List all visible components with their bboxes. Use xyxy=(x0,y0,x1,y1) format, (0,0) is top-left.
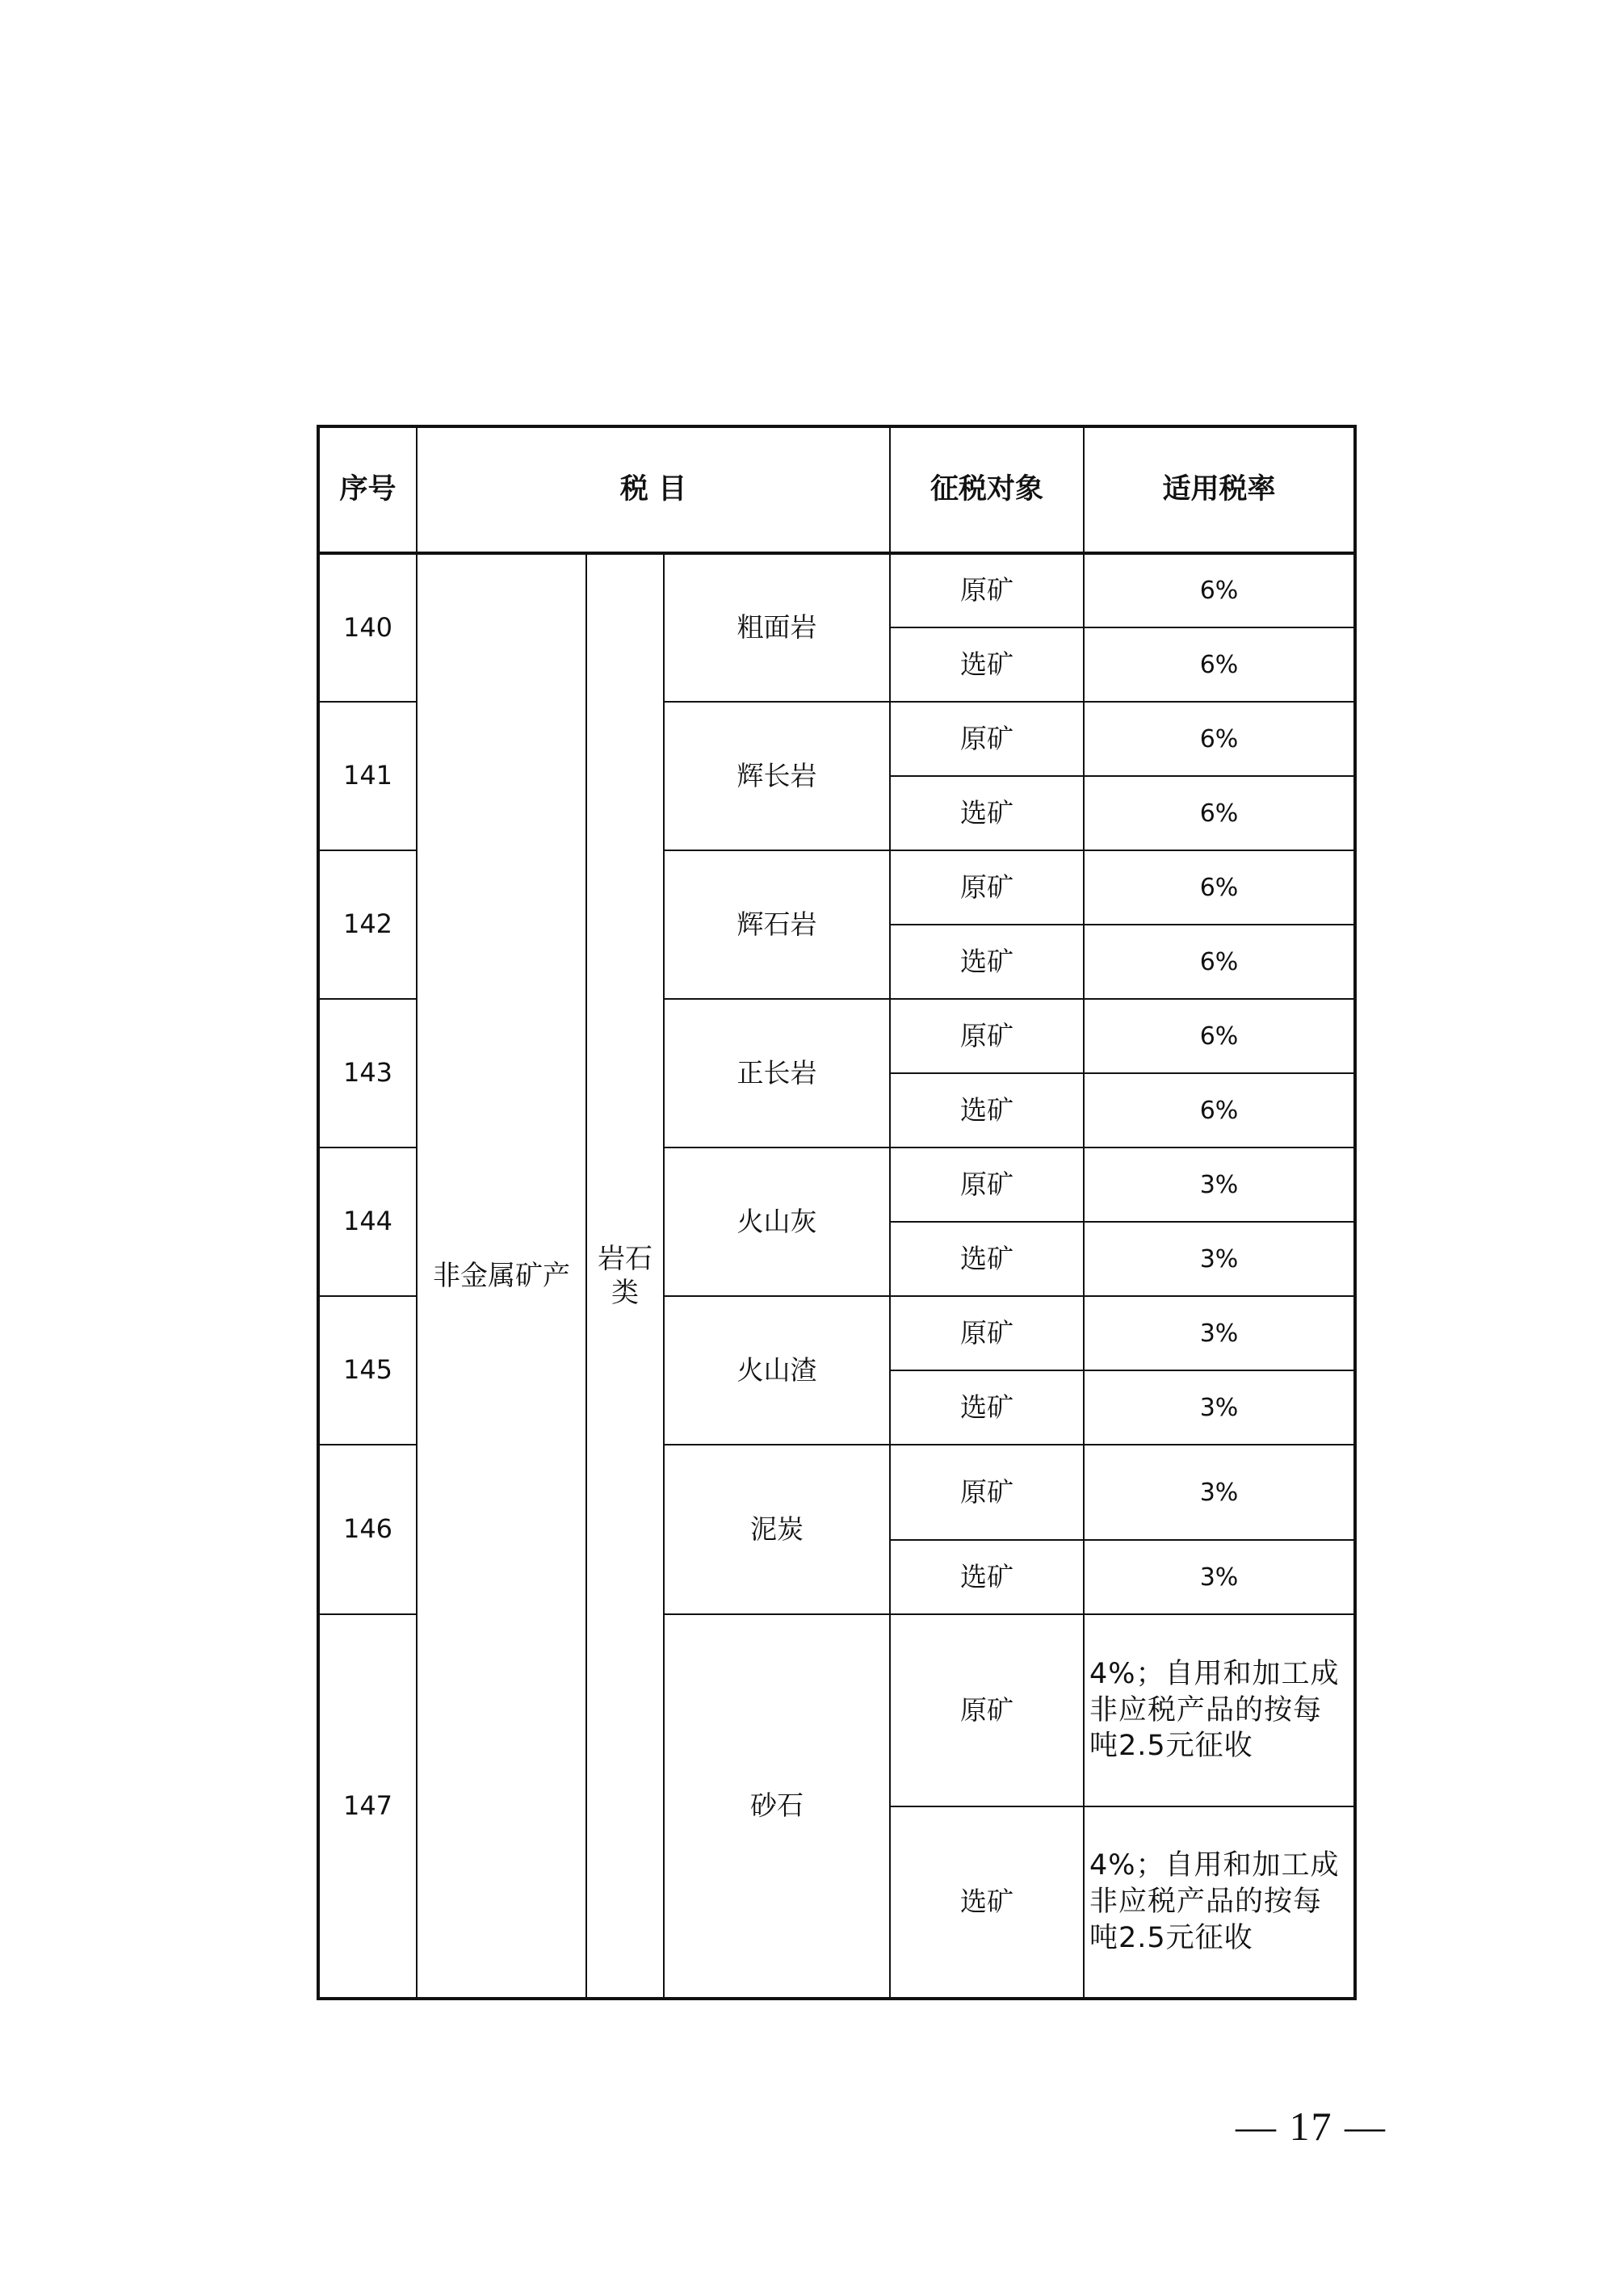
row-rate: 6% xyxy=(1084,702,1355,776)
row-rate: 3% xyxy=(1084,1222,1355,1296)
row-item: 泥炭 xyxy=(664,1445,890,1614)
table-header-row xyxy=(318,426,1355,553)
row-rate: 6% xyxy=(1084,553,1355,627)
tax-rate-table xyxy=(317,425,1357,2000)
header-levy-object: 征税对象 xyxy=(890,426,1084,553)
row-rate: 6% xyxy=(1084,627,1355,702)
header-seq: 序号 xyxy=(318,426,417,553)
row-rate: 3% xyxy=(1084,1370,1355,1445)
row-object: 原矿 xyxy=(890,999,1084,1073)
row-rate: 6% xyxy=(1084,925,1355,999)
category-major: 非金属矿产 xyxy=(417,553,586,1999)
row-object: 原矿 xyxy=(890,1445,1084,1540)
row-rate: 3% xyxy=(1084,1540,1355,1614)
row-item: 火山渣 xyxy=(664,1296,890,1445)
row-object: 选矿 xyxy=(890,776,1084,850)
row-object: 选矿 xyxy=(890,1222,1084,1296)
row-rate: 3% xyxy=(1084,1296,1355,1370)
row-seq: 142 xyxy=(318,850,417,999)
row-seq: 145 xyxy=(318,1296,417,1445)
row-rate: 6% xyxy=(1084,999,1355,1073)
category-minor: 岩石类 xyxy=(586,553,664,1999)
row-object: 原矿 xyxy=(890,1614,1084,1806)
row-rate: 4%；自用和加工成非应税产品的按每吨2.5元征收 xyxy=(1084,1806,1355,1999)
row-object: 选矿 xyxy=(890,925,1084,999)
row-item: 辉石岩 xyxy=(664,850,890,999)
row-rate: 6% xyxy=(1084,776,1355,850)
row-item: 粗面岩 xyxy=(664,553,890,702)
row-object: 原矿 xyxy=(890,702,1084,776)
row-object: 原矿 xyxy=(890,850,1084,925)
row-object: 原矿 xyxy=(890,553,1084,627)
row-object: 选矿 xyxy=(890,1370,1084,1445)
row-object: 选矿 xyxy=(890,1806,1084,1999)
row-object: 选矿 xyxy=(890,1073,1084,1148)
row-seq: 144 xyxy=(318,1148,417,1296)
row-item: 砂石 xyxy=(664,1614,890,1999)
row-seq: 141 xyxy=(318,702,417,850)
row-item: 火山灰 xyxy=(664,1148,890,1296)
row-seq: 147 xyxy=(318,1614,417,1999)
row-object: 原矿 xyxy=(890,1296,1084,1370)
row-seq: 146 xyxy=(318,1445,417,1614)
table-row xyxy=(318,553,1355,627)
row-seq: 143 xyxy=(318,999,417,1148)
row-object: 选矿 xyxy=(890,627,1084,702)
row-seq: 140 xyxy=(318,553,417,702)
row-item: 正长岩 xyxy=(664,999,890,1148)
row-rate: 6% xyxy=(1084,850,1355,925)
row-object: 选矿 xyxy=(890,1540,1084,1614)
row-rate: 3% xyxy=(1084,1148,1355,1222)
page-number: — 17 — xyxy=(1236,2104,1387,2149)
row-rate: 6% xyxy=(1084,1073,1355,1148)
header-tax-item: 税 目 xyxy=(417,426,890,553)
row-object: 原矿 xyxy=(890,1148,1084,1222)
row-item: 辉长岩 xyxy=(664,702,890,850)
row-rate: 3% xyxy=(1084,1445,1355,1540)
header-rate: 适用税率 xyxy=(1084,426,1355,553)
row-rate: 4%；自用和加工成非应税产品的按每吨2.5元征收 xyxy=(1084,1614,1355,1806)
